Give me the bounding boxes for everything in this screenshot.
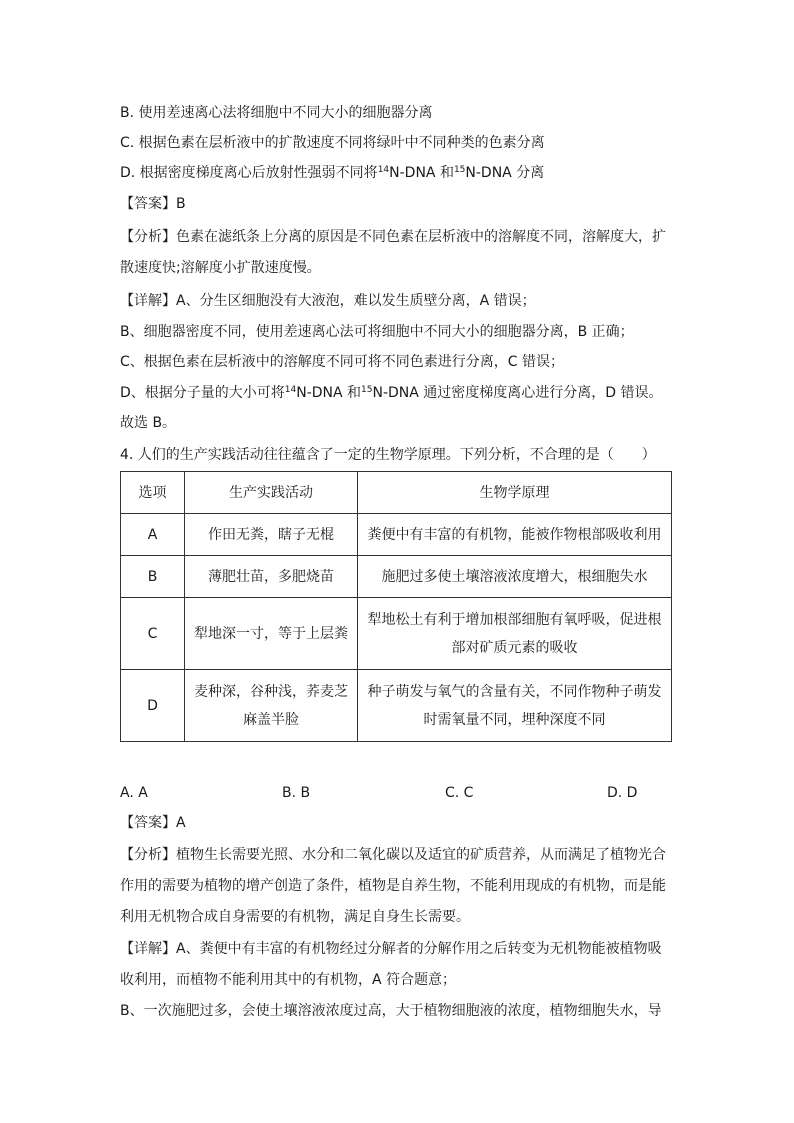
row-activity: 薄肥壮苗，多肥烧苗 (185, 556, 358, 598)
question-4-table (120, 471, 672, 742)
detail-q4-line3: B、一次施肥过多，会使土壤溶液浓度过高，大于植物细胞液的浓度，植物细胞失水，导 (120, 1003, 662, 1019)
row-activity: 作田无粪，瞎子无棍 (185, 514, 358, 556)
option-b-previous: B. 使用差速离心法将细胞中不同大小的细胞器分离 (120, 105, 433, 121)
row-activity: 犁地深一寸，等于上层粪 (185, 598, 358, 670)
question-4: 4. 人们的生产实践活动往往蕴含了一定的生物学原理。下列分析，不合理的是（ ） (120, 447, 656, 463)
choice-a: A. A (120, 785, 148, 801)
table-row (121, 598, 672, 670)
header-principle: 生物学原理 (358, 472, 672, 514)
detail-q3-line2: B、细胞器密度不同，使用差速离心法可将细胞中不同大小的细胞器分离，B 正确； (120, 324, 634, 340)
row-option: D (121, 670, 185, 742)
header-activity: 生产实践活动 (185, 472, 358, 514)
table-header-row (121, 472, 672, 514)
table-row (121, 670, 672, 742)
analysis-q3-line2: 散速度快;溶解度小扩散速度慢。 (120, 260, 321, 276)
choice-d: D. D (607, 785, 638, 801)
detail-q4-line2: 收利用，而植物不能利用其中的有机物，A 符合题意； (120, 972, 457, 988)
analysis-q3-line1: 【分析】色素在滤纸条上分离的原因是不同色素在层析液中的溶解度不同，溶解度大，扩 (120, 229, 666, 245)
row-principle: 施肥过多使土壤溶液浓度增大，根细胞失水 (358, 556, 672, 598)
analysis-q4-line3: 利用无机物合成自身需要的有机物，满足自身生长需要。 (120, 909, 470, 925)
choice-c: C. C (445, 785, 474, 801)
detail-q4-line1: 【详解】A、粪便中有丰富的有机物经过分解者的分解作用之后转变为无机物能被植物吸 (120, 941, 662, 957)
header-option: 选项 (121, 472, 185, 514)
row-activity: 麦种深，谷种浅，荞麦芝麻盖半脸 (185, 670, 358, 742)
analysis-q4-line1: 【分析】植物生长需要光照、水分和二氧化碳以及适宜的矿质营养，从而满足了植物光合 (120, 847, 666, 863)
option-d-previous: D. 根据密度梯度离心后放射性强弱不同将$^{14}$N-DNA 和$^{15}$N-DNA 分离 (120, 165, 545, 181)
detail-q3-line4: D、根据分子量的大小可将$^{14}$N-DNA 和$^{15}$N-DNA 通过密度梯度离心进行分离，D 错误。 (120, 385, 663, 401)
answer-q3: 【答案】B (120, 196, 186, 212)
option-c-previous: C. 根据色素在层析液中的扩散速度不同将绿叶中不同种类的色素分离 (120, 135, 545, 151)
row-principle: 种子萌发与氧气的含量有关，不同作物种子萌发时需氧量不同，埋种深度不同 (358, 670, 672, 742)
row-option: A (121, 514, 185, 556)
row-option: C (121, 598, 185, 670)
answer-q4: 【答案】A (120, 815, 186, 831)
detail-q3-line3: C、根据色素在层析液中的溶解度不同可将不同色素进行分离，C 错误； (120, 354, 564, 370)
choice-b: B. B (282, 785, 311, 801)
row-principle: 犁地松土有利于增加根部细胞有氧呼吸，促进根部对矿质元素的吸收 (358, 598, 672, 670)
row-principle: 粪便中有丰富的有机物，能被作物根部吸收利用 (358, 514, 672, 556)
analysis-q4-line2: 作用的需要为植物的增产创造了条件，植物是自养生物，不能利用现成的有机物，而是能 (120, 878, 666, 894)
row-option: B (121, 556, 185, 598)
table-row (121, 514, 672, 556)
detail-q3-line1: 【详解】A、分生区细胞没有大液泡，难以发生质壁分离，A 错误； (120, 293, 536, 309)
detail-q3-line5: 故选 B。 (120, 415, 177, 431)
table-row (121, 556, 672, 598)
